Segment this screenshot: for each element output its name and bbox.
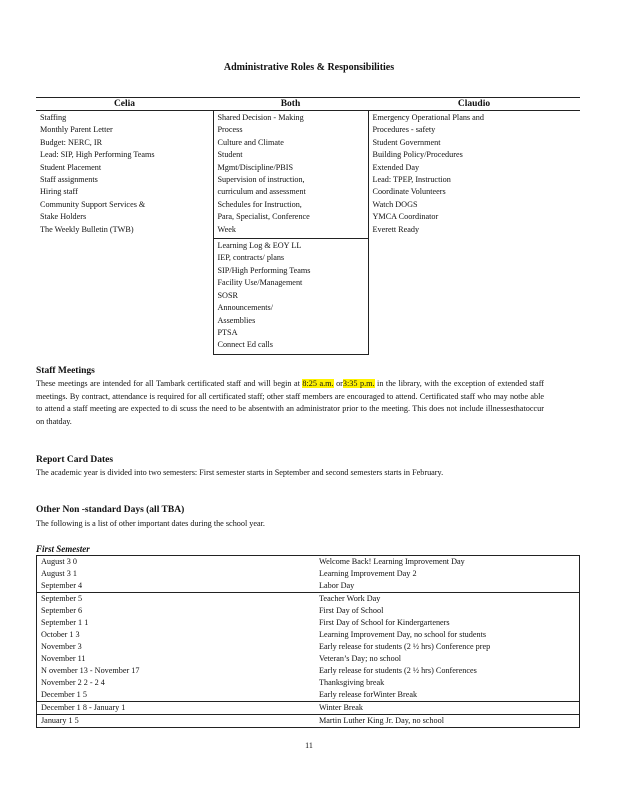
role-item: Monthly Parent Letter bbox=[40, 125, 113, 135]
meeting-time-morning: 8:25 a.m. bbox=[302, 379, 334, 388]
date-row: September 1 1 First Day of School for Kindergarteners bbox=[37, 617, 580, 629]
celia-roles bbox=[36, 111, 213, 239]
role-item: Shared Decision - Making bbox=[217, 113, 304, 122]
header-both: Both bbox=[213, 98, 368, 111]
role-item: Mgmt/Discipline/PBIS bbox=[217, 162, 294, 172]
role-item: Lead: SIP, High Performing Teams bbox=[40, 150, 155, 160]
role-item: YMCA Coordinator bbox=[372, 212, 439, 222]
roles-row-shared bbox=[36, 239, 580, 355]
role-item: Watch DOGS bbox=[372, 199, 418, 209]
date-row: September 5 Teacher Work Day bbox=[37, 593, 580, 606]
header-celia: Celia bbox=[36, 98, 213, 111]
roles-header-row bbox=[36, 98, 580, 111]
role-item: Emergency Operational Plans and bbox=[372, 113, 484, 122]
role-item: Coordinate Volunteers bbox=[372, 187, 446, 197]
date-row: November 2 2 - 2 4 Thanksgiving break bbox=[37, 677, 580, 689]
date-row: December 1 5 Early release forWinter Break bbox=[37, 689, 580, 702]
role-item: curriculum and assessment bbox=[217, 187, 306, 197]
first-semester-label: First Semester bbox=[36, 544, 90, 554]
both-roles-top bbox=[213, 111, 368, 239]
role-item: Everett Ready bbox=[372, 224, 420, 234]
role-item: Building Policy/Procedures bbox=[372, 150, 463, 160]
role-item: Lead: TPEP, Instruction bbox=[372, 175, 451, 185]
non-standard-days-heading: Other Non -standard Days (all TBA) bbox=[36, 505, 185, 515]
date-row: September 4 Labor Day bbox=[37, 580, 580, 593]
role-item: Community Support Services & bbox=[40, 199, 146, 209]
date-row: October 1 3 Learning Improvement Day, no school for students bbox=[37, 629, 580, 641]
role-item: Staffing bbox=[40, 113, 67, 122]
header-claudio: Claudio bbox=[368, 98, 580, 111]
role-item: Staff assignments bbox=[40, 175, 98, 185]
role-item: Learning Log & EOY LL bbox=[217, 241, 302, 251]
role-item: Hiring staff bbox=[40, 187, 78, 197]
role-item: Schedules for Instruction, bbox=[217, 199, 302, 209]
role-item: PTSA bbox=[217, 327, 238, 337]
role-item: Culture and Climate bbox=[217, 137, 284, 147]
claudio-roles bbox=[368, 111, 580, 239]
report-card-text: The academic year is divided into two semesters: First semester starts in September and second semesters starts in February. bbox=[36, 468, 444, 477]
role-item: Extended Day bbox=[372, 162, 420, 172]
staff-meetings-heading: Staff Meetings bbox=[36, 366, 95, 376]
role-item: Stake Holders bbox=[40, 212, 87, 222]
role-item: SOSR bbox=[217, 290, 238, 300]
roles-row-main bbox=[36, 111, 580, 239]
roles-table bbox=[36, 97, 580, 355]
role-item: Week bbox=[217, 224, 236, 234]
meeting-time-afternoon: 3:35 p.m. bbox=[342, 379, 375, 388]
role-item: Procedures - safety bbox=[372, 125, 436, 135]
both-roles-bottom bbox=[213, 239, 368, 355]
role-item: Student bbox=[217, 150, 243, 160]
date-row: September 6 First Day of School bbox=[37, 605, 580, 617]
role-item: Budget: NERC, IR bbox=[40, 137, 103, 147]
role-item: The Weekly Bulletin (TWB) bbox=[40, 224, 134, 234]
report-card-heading: Report Card Dates bbox=[36, 455, 114, 465]
staff-meetings-text: These meetings are intended for all Tambark certificated staff and will begin at 8:25 a.m. or3:35 p.m. in the library, with the exception of extended staff meetings. By contract, attendance is required for all certificated staff; other staff members are encouraged to attend. Certificated staff who may notbe able to attend a staff meeting are expected to di scuss the need to be absentwith an administrator prior to the meeting. This does not include illnessesthatoccur on thatday. bbox=[36, 379, 544, 426]
dates-table bbox=[36, 555, 580, 728]
role-item: Student Government bbox=[372, 137, 441, 147]
date-row: N ovember 13 - November 17 Early release for students (2 ½ hrs) Conferences bbox=[37, 665, 580, 677]
page-number: 11 bbox=[305, 741, 313, 750]
date-row: November 3 Early release for students (2 ½ hrs) Conference prep bbox=[37, 641, 580, 653]
document-title: Administrative Roles & Responsibilities bbox=[223, 62, 395, 73]
role-item: Supervision of instruction, bbox=[217, 175, 305, 185]
role-item: Connect Ed calls bbox=[217, 340, 273, 350]
role-item: Assemblies bbox=[217, 315, 256, 325]
role-item: Student Placement bbox=[40, 162, 102, 172]
role-item: Process bbox=[217, 125, 243, 135]
role-item: Para, Specialist, Conference bbox=[217, 212, 310, 222]
date-row: August 3 1 Learning Improvement Day 2 bbox=[37, 568, 580, 580]
role-item: IEP, contracts/ plans bbox=[217, 253, 285, 263]
date-row: December 1 8 - January 1 Winter Break bbox=[37, 702, 580, 715]
role-item: Announcements/ bbox=[217, 303, 273, 313]
role-item: Facility Use/Management bbox=[217, 278, 303, 288]
non-standard-days-text: The following is a list of other important dates during the school year. bbox=[36, 519, 265, 528]
role-item: SIP/High Performing Teams bbox=[217, 265, 311, 275]
date-row: August 3 0 Welcome Back! Learning Improvement Day bbox=[37, 556, 580, 569]
date-row: November 11 Veteran’s Day; no school bbox=[37, 653, 580, 665]
date-row: January 1 5 Martin Luther King Jr. Day, no school bbox=[37, 715, 580, 728]
